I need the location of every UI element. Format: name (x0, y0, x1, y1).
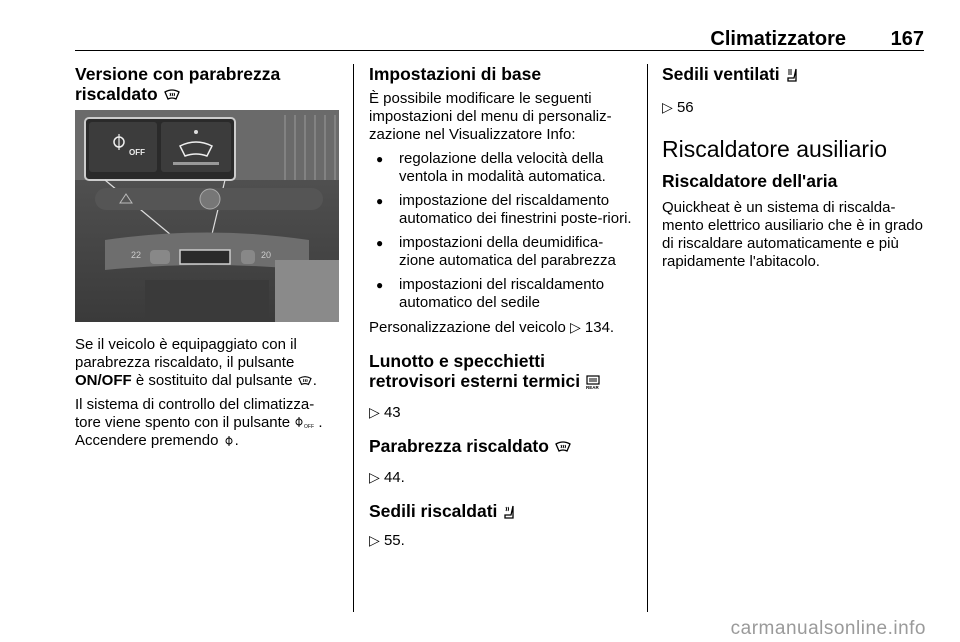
page-ref-arrow-icon: ▷ (569, 319, 581, 335)
section-heading-heated-windscreen: Versione con parabrezza riscaldato (75, 64, 281, 104)
list-item: ● impostazioni del riscaldamento automatico del sedile (369, 276, 635, 312)
climate-panel-photo (75, 110, 339, 322)
svg-text:REAR: REAR (585, 385, 599, 391)
reference-ventilated-seats: ▷ 56 (662, 99, 694, 116)
column-divider-1 (353, 64, 354, 612)
column-divider-2 (647, 64, 648, 612)
personalization-reference: Personalizzazione del veicolo ▷ 134. (369, 319, 615, 336)
section-heading-ventilated-seats: Sedili ventilati (662, 64, 927, 84)
photo-off-label: OFF (129, 148, 145, 157)
section-heading-heated-windscreen-ref: Parabrezza riscaldato (369, 436, 635, 456)
page-ref-arrow-icon: ▷ (369, 404, 380, 420)
ventilated-seat-icon (785, 67, 801, 83)
reference-heated-seats: ▷ 55. (369, 532, 405, 549)
on-off-label: ON/OFF (75, 372, 132, 389)
section-title-auxiliary-heater: Riscaldatore ausiliario (662, 136, 887, 162)
section-heading-heated-seats: Sedili riscaldati (369, 501, 635, 521)
page-ref-arrow-icon: ▷ (662, 99, 673, 115)
heated-seat-icon (502, 504, 518, 520)
windscreen-heat-icon (554, 440, 572, 454)
reference-rear-window: ▷ 43 (369, 404, 401, 421)
paragraph-quickheat: Quickheat è un sistema di riscalda-mento elettrico ausiliario che è in grado di riscaldare automaticamente e più rapidamente l'abitacolo. (662, 199, 923, 270)
svg-text:OFF: OFF (304, 424, 315, 430)
column-1 (75, 64, 340, 456)
page-header (75, 26, 924, 51)
section-heading-air-heater: Riscaldatore dell'aria (662, 171, 838, 191)
svg-text:20: 20 (261, 250, 272, 260)
column-3 (662, 64, 927, 277)
climate-panel-illustration (75, 110, 339, 322)
windscreen-heat-icon (163, 88, 181, 102)
page-ref-arrow-icon: ▷ (369, 469, 380, 485)
watermark: carmanualsonline.info (730, 618, 926, 639)
fan-off-icon (294, 417, 318, 429)
section-heading-rear-window: Lunotto e specchietti retrovisori esterni termici REAR (369, 351, 635, 391)
list-item: ● regolazione della velocità della ventola in modalità automatica. (369, 150, 635, 186)
list-item: ● impostazione del riscaldamento automatico dei finestrini poste-riori. (369, 192, 635, 228)
fan-icon (223, 435, 235, 447)
page-ref-arrow-icon: ▷ (369, 532, 380, 548)
rear-window-heat-icon (585, 374, 601, 390)
header-title: Climatizzatore (710, 28, 846, 50)
windscreen-heat-icon (297, 375, 313, 387)
reference-heated-windscreen: ▷ 44. (369, 469, 405, 486)
column-2 (369, 64, 635, 556)
list-item: ● impostazioni della deumidifica-zione automatica del parabrezza (369, 234, 635, 270)
page-number: 167 (890, 28, 924, 50)
settings-list (369, 150, 635, 312)
paragraph-switch-off: Il sistema di controllo del climatizza-tore viene spento con il pulsante OFF . Accendere premendo . (75, 396, 323, 449)
intro-paragraph: È possibile modificare le seguenti impostazioni del menu di personaliz-zazione nel Visualizzatore Info: (369, 90, 612, 143)
svg-text:22: 22 (131, 250, 142, 260)
section-heading-basic-settings: Impostazioni di base (369, 64, 542, 84)
paragraph-windscreen-version: Se il veicolo è equipaggiato con il parabrezza riscaldato, il pulsante ON/OFF è sostituito dal pulsante . (75, 336, 317, 389)
